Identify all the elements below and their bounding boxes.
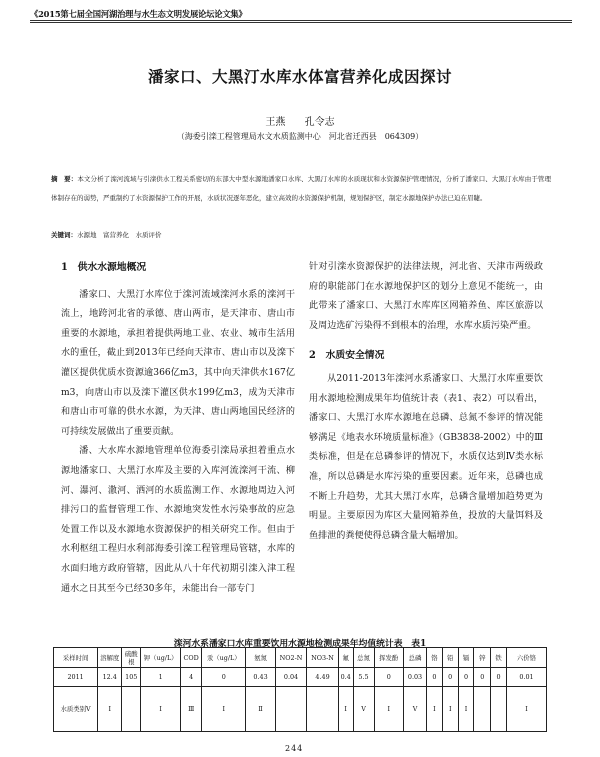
page-number: 244 (285, 744, 304, 753)
right-column (309, 258, 543, 546)
table-cell: 0 (202, 668, 246, 687)
table-cell: 0 (458, 668, 474, 687)
table-cell: Ⅰ (458, 687, 474, 732)
table-cell: 4 (181, 668, 202, 687)
table-cell: 0 (491, 668, 507, 687)
section-2-heading: 2 水质安全情况 (309, 350, 385, 362)
table-cell: 12.4 (98, 668, 122, 687)
table-cell: Ⅰ (442, 687, 458, 732)
keywords-label: 关键词： (51, 231, 77, 239)
abstract-label: 摘 要： (51, 175, 78, 183)
table-header-row (54, 648, 547, 668)
table-cell: Ⅰ (202, 687, 246, 732)
table-cell: Ⅴ (353, 687, 374, 732)
table-header-cell: 总磷 (403, 648, 426, 668)
table-header-cell: NO3-N (307, 648, 339, 668)
table-cell (275, 687, 307, 732)
table-cell: Ⅰ (506, 687, 546, 732)
table-cell: 0.43 (246, 668, 275, 687)
section-2-paragraph-1: 从2011-2013年滦河水系潘家口、大黑汀水库重要饮用水源地检测成果年均值统计表（表1、表2）可以看出，潘家口、大黑汀水库水源地在总磷、总氮不参评的情况能够满足《地表水环境质量标准》（GB3838-2002）中的Ⅲ类标准，但是在总磷参评的情况下，水质仅达到Ⅳ类水标准，所以总磷是水库污染的重要因素。近年来，总磷也成不断上升趋势，尤其大黑汀水库，总磷含量增加趋势更为明显。主要原因为库区大量网箱养鱼，投放的大量饵料及鱼排泄的粪便使得总磷含量大幅增加。 (309, 373, 543, 541)
table-header-cell: 钾（ug/L） (141, 648, 181, 668)
table-cell: 105 (122, 668, 141, 687)
table-cell: Ⅰ (374, 687, 403, 732)
header-rule-thin (30, 22, 572, 23)
authors (0, 113, 600, 128)
table-cell: 5.5 (353, 668, 374, 687)
left-column (61, 258, 295, 599)
table-cell: 0 (427, 668, 443, 687)
table-row (54, 668, 547, 687)
table-cell (122, 687, 141, 732)
table-header-cell: 铬 (427, 648, 443, 668)
table-cell: 0.01 (506, 668, 546, 687)
section-1-paragraph-2: 潘、大水库水源地管理单位海委引滦局承担着重点水源地潘家口、大黑汀水库及主要的入库河流滦河干流、柳河、瀑河、潵河、洒河的水质监测工作、水源地周边入河排污口的监督管理工作、水源地突发性水污染事故的应急处置工作以及水源地水资源保护的相关研究工作。但由于水利枢纽工程归水利部海委引滦工程管理局管辖，水库的水面归地方政府管辖，因此从八十年代初期引滦入津工程通水之日其至今已经30多年，未能出台一部专门 (61, 446, 295, 594)
table-header-cell: NO2-N (275, 648, 307, 668)
table-cell: 0 (442, 668, 458, 687)
table-cell: Ⅰ (141, 687, 181, 732)
table-cell: Ⅰ (98, 687, 122, 732)
table-header-cell: 采样时间 (54, 648, 98, 668)
table-header-cell: 总氮 (353, 648, 374, 668)
table-row-grade (54, 687, 547, 732)
table-cell: 0.03 (403, 668, 426, 687)
table-caption: 滦河水系潘家口水库重要饮用水源地检测成果年均值统计表 表1 (173, 639, 427, 649)
table-cell (474, 687, 491, 732)
table-header-cell: 锌 (474, 648, 491, 668)
table-header-cell: 挥发酚 (374, 648, 403, 668)
table-header-cell: 氨氮 (246, 648, 275, 668)
table-header-cell: 氟 (338, 648, 353, 668)
table-cell-grade-label: 水质类别Ⅴ (54, 687, 98, 732)
keywords-text: 水源地 富营养化 水质评价 (77, 231, 162, 239)
table-cell: 0 (374, 668, 403, 687)
abstract-text: 本文分析了滦河流域与引滦供水工程关系密切的东部大中型水源地潘家口水库、大黑汀水库的水质现状和水资源保护管理情况，分析了潘家口、大黑汀水库由于管理体制存在的弱势，严重制约了水资源保护工作的开展，水质状况逐年恶化，建立高效的水资源保护机制，规划保护区，制定水源地保护办法已迫在眉睫。 (51, 175, 552, 202)
paper-title: 潘家口、大黑汀水库水体富营养化成因探讨 (147, 67, 452, 86)
table-header-cell: 铁 (491, 648, 507, 668)
section-1-heading: 1 供水水源地概况 (61, 262, 147, 273)
table-cell: Ⅲ (181, 687, 202, 732)
table-header-cell: 镉 (458, 648, 474, 668)
table-cell: Ⅰ (338, 687, 353, 732)
abstract (51, 170, 551, 207)
table-header-cell: 六价铬 (506, 648, 546, 668)
author-1: 王燕 (265, 117, 286, 128)
running-header: 《2015第七届全国河湖治理与水生态文明发展论坛论文集》 (30, 9, 247, 19)
table-cell: Ⅱ (246, 687, 275, 732)
table-header-cell: 汞（ug/L） (202, 648, 246, 668)
table-cell: 1 (141, 668, 181, 687)
table-cell (307, 687, 339, 732)
table-cell: 2011 (54, 668, 98, 687)
table-header-cell: COD (181, 648, 202, 668)
keywords (51, 230, 551, 239)
section-1-continuation: 针对引滦水资源保护的法律法规，河北省、天津市两级政府的职能部门在水源地保护区的划分上意见不能统一，由此带来了潘家口、大黑汀水库库区网箱养鱼、库区旅游以及周边选矿污染得不到根本的治理，水库水质污染严重。 (309, 262, 543, 331)
table-cell (491, 687, 507, 732)
table-cell: 0.4 (338, 668, 353, 687)
header-rule (30, 20, 572, 21)
author-2: 孔令志 (304, 117, 335, 128)
table-cell: 0 (474, 668, 491, 687)
data-table (53, 647, 547, 732)
table-cell: Ⅰ (427, 687, 443, 732)
table-cell: 0.04 (275, 668, 307, 687)
table-cell: Ⅴ (403, 687, 426, 732)
section-1-paragraph-1: 潘家口、大黑汀水库位于滦河流域滦河水系的滦河干流上，地跨河北省的承德、唐山两市，是天津市、唐山市重要的水源地，承担着提供两地工业、农业、城市生活用水的重任，截止到2013年已经向天津市、唐山市以及滦下灌区提供优质水资源逾366亿m3，其中向天津供水167亿m3，向唐山市以及滦下灌区供水199亿m3，成为天津市和唐山市可靠的供水水源，为天津、唐山两地国民经济的可持续发展做出了重要贡献。 (61, 289, 295, 437)
table-header-cell: 铅 (442, 648, 458, 668)
table-cell: 4.49 (307, 668, 339, 687)
table-header-cell: 硫酸根 (122, 648, 141, 668)
affiliation: （海委引滦工程管理局水文水质监测中心 河北省迁西县 064309） (176, 132, 424, 141)
table-header-cell: 溶解度 (98, 648, 122, 668)
